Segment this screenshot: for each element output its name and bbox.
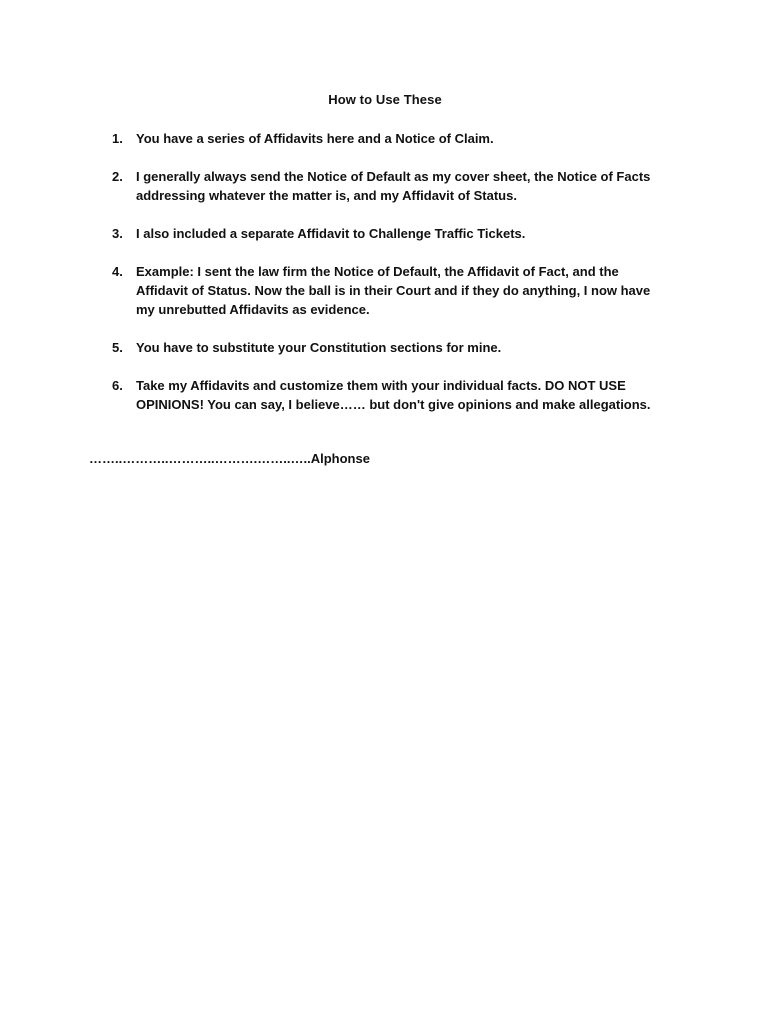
list-item-number: 5. — [112, 340, 123, 355]
list-item-number: 6. — [112, 378, 123, 393]
list-item-number: 1. — [112, 131, 123, 146]
list-item-text: You have to substitute your Constitution sections for mine. — [136, 340, 502, 355]
signature-line: ……..………..………..……….……..…..Alphonse — [89, 451, 370, 466]
list-item — [112, 262, 672, 319]
list-item-number: 2. — [112, 169, 123, 184]
list-item-text: Take my Affidavits and customize them with your individual facts. DO NOT USE OPINIONS! You can say, I believe…… but don't give opinions and make allegations. — [136, 378, 651, 412]
list-item — [112, 338, 672, 357]
list-item-text: I also included a separate Affidavit to Challenge Traffic Tickets. — [136, 226, 526, 241]
list-item-number: 4. — [112, 264, 123, 279]
instruction-list — [112, 129, 672, 433]
list-item — [112, 129, 672, 148]
list-item — [112, 167, 672, 205]
list-item-number: 3. — [112, 226, 123, 241]
list-item — [112, 376, 672, 414]
page-title: How to Use These — [328, 92, 442, 107]
list-item-text: You have a series of Affidavits here and a Notice of Claim. — [136, 131, 494, 146]
list-item-text: Example: I sent the law firm the Notice of Default, the Affidavit of Fact, and the Affidavit of Status. Now the ball is in their Court and if they do anything, I now have my unrebutted Affidavits as evidence. — [136, 264, 651, 317]
list-item — [112, 224, 672, 243]
list-item-text: I generally always send the Notice of Default as my cover sheet, the Notice of Facts addressing whatever the matter is, and my Affidavit of Status. — [136, 169, 651, 203]
